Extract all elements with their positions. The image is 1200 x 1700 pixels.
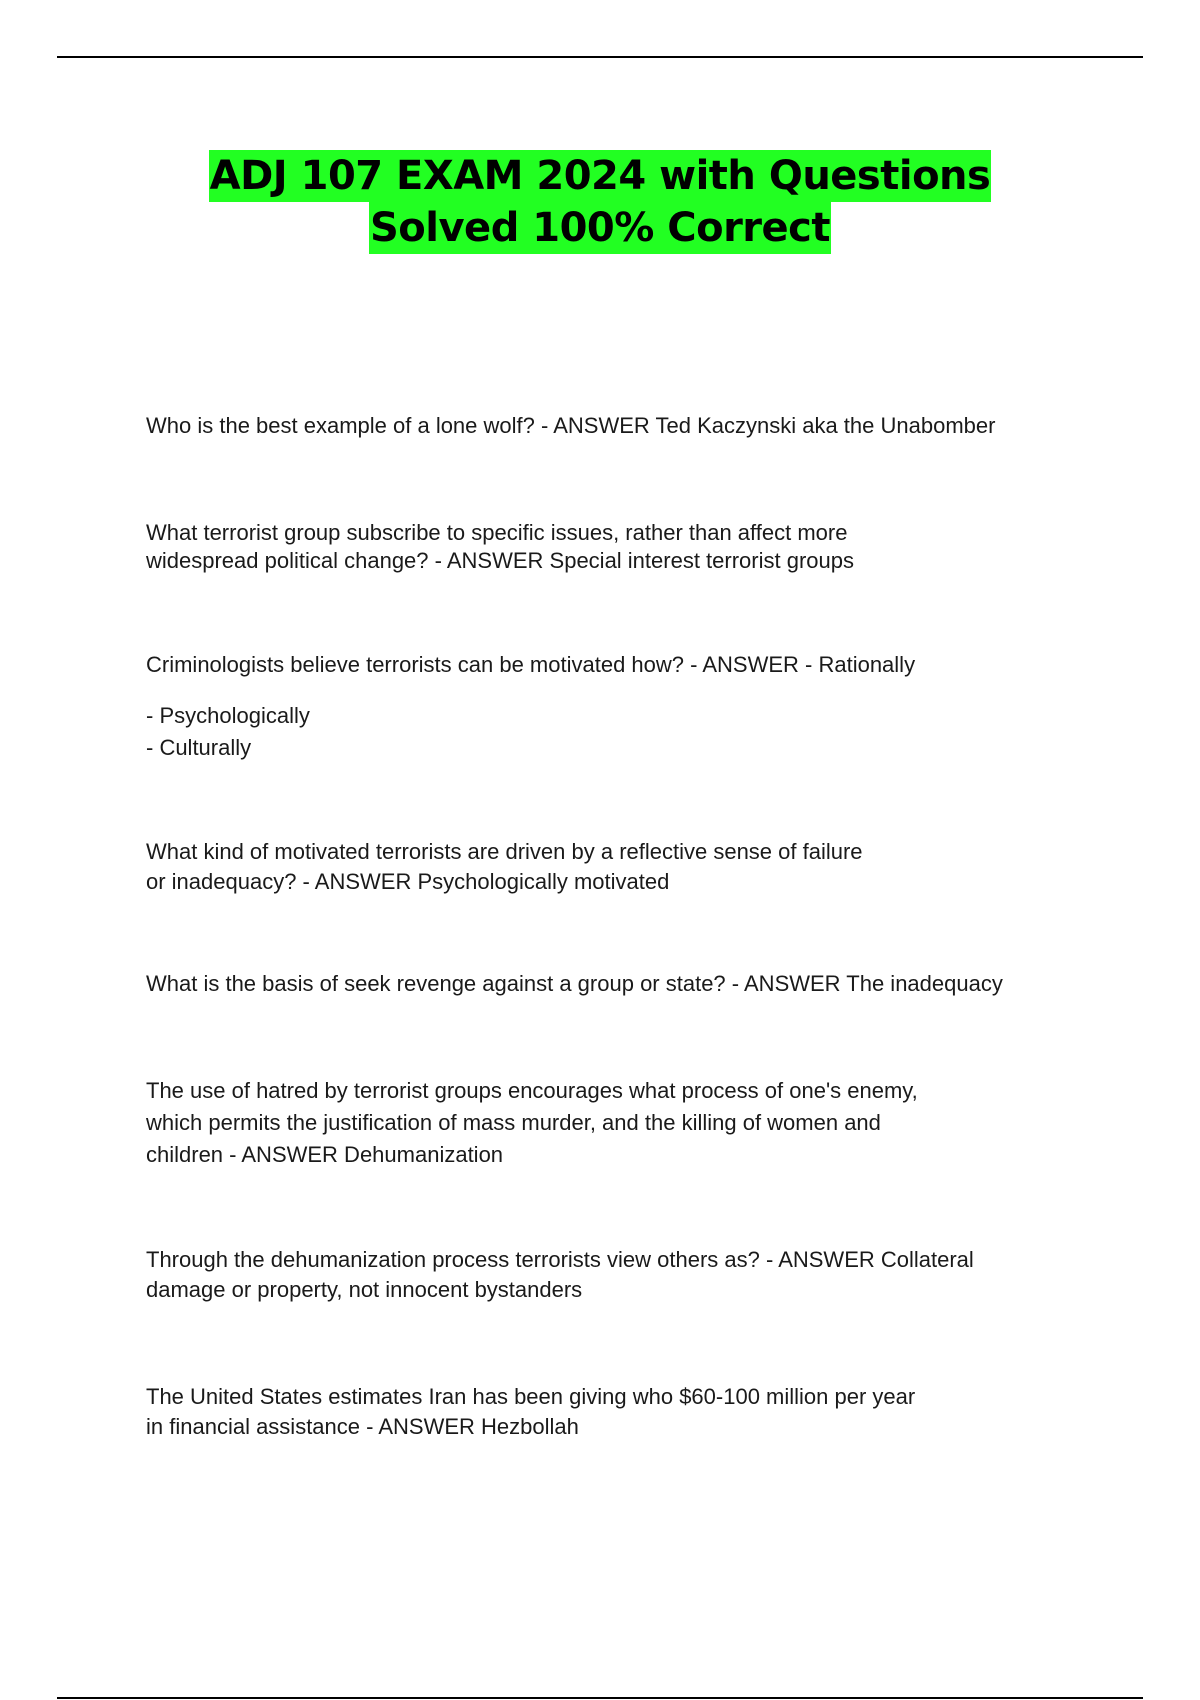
qa-item-4 <box>146 837 1086 897</box>
qa-text-line: children - ANSWER Dehumanization <box>146 1142 504 1167</box>
qa-item-7 <box>146 1245 1086 1305</box>
qa-text-line: What kind of motivated terrorists are driven by a reflective sense of failure <box>146 839 863 864</box>
title-line-2: Solved 100% Correct <box>369 202 831 254</box>
qa-text-line: which permits the justification of mass murder, and the killing of women and <box>146 1110 881 1135</box>
qa-text-line: Who is the best example of a lone wolf? - ANSWER Ted Kaczynski aka the Unabomber <box>146 413 996 438</box>
qa-text-line: or inadequacy? - ANSWER Psychologically motivated <box>146 869 670 894</box>
qa-item-1 <box>146 411 1086 441</box>
qa-text-line: in financial assistance - ANSWER Hezbollah <box>146 1414 579 1439</box>
qa-text-line: The use of hatred by terrorist groups encourages what process of one's enemy, <box>146 1078 918 1103</box>
qa-text-line: Through the dehumanization process terrorists view others as? - ANSWER Collateral <box>146 1247 974 1272</box>
top-rule <box>57 56 1143 58</box>
qa-item-6 <box>146 1076 1086 1170</box>
qa-subline: - Psychologically <box>146 703 310 728</box>
qa-item-2 <box>146 518 1086 576</box>
qa-subline: - Culturally <box>146 735 252 760</box>
qa-text-line: The United States estimates Iran has been giving who $60-100 million per year <box>146 1384 916 1409</box>
qa-item-8 <box>146 1382 1086 1442</box>
qa-text-line: What terrorist group subscribe to specific issues, rather than affect more <box>146 520 848 545</box>
qa-item-3 <box>146 650 1086 763</box>
qa-text-line: damage or property, not innocent bystanders <box>146 1277 583 1302</box>
qa-text-line: What is the basis of seek revenge against a group or state? - ANSWER The inadequacy <box>146 971 1003 996</box>
qa-item-5 <box>146 969 1086 999</box>
title-line-1: ADJ 107 EXAM 2024 with Questions <box>209 150 992 202</box>
document-title <box>0 150 1200 254</box>
qa-text-line: widespread political change? - ANSWER Special interest terrorist groups <box>146 548 854 573</box>
bottom-rule <box>57 1697 1143 1699</box>
qa-text-line: Criminologists believe terrorists can be motivated how? - ANSWER - Rationally <box>146 652 916 677</box>
